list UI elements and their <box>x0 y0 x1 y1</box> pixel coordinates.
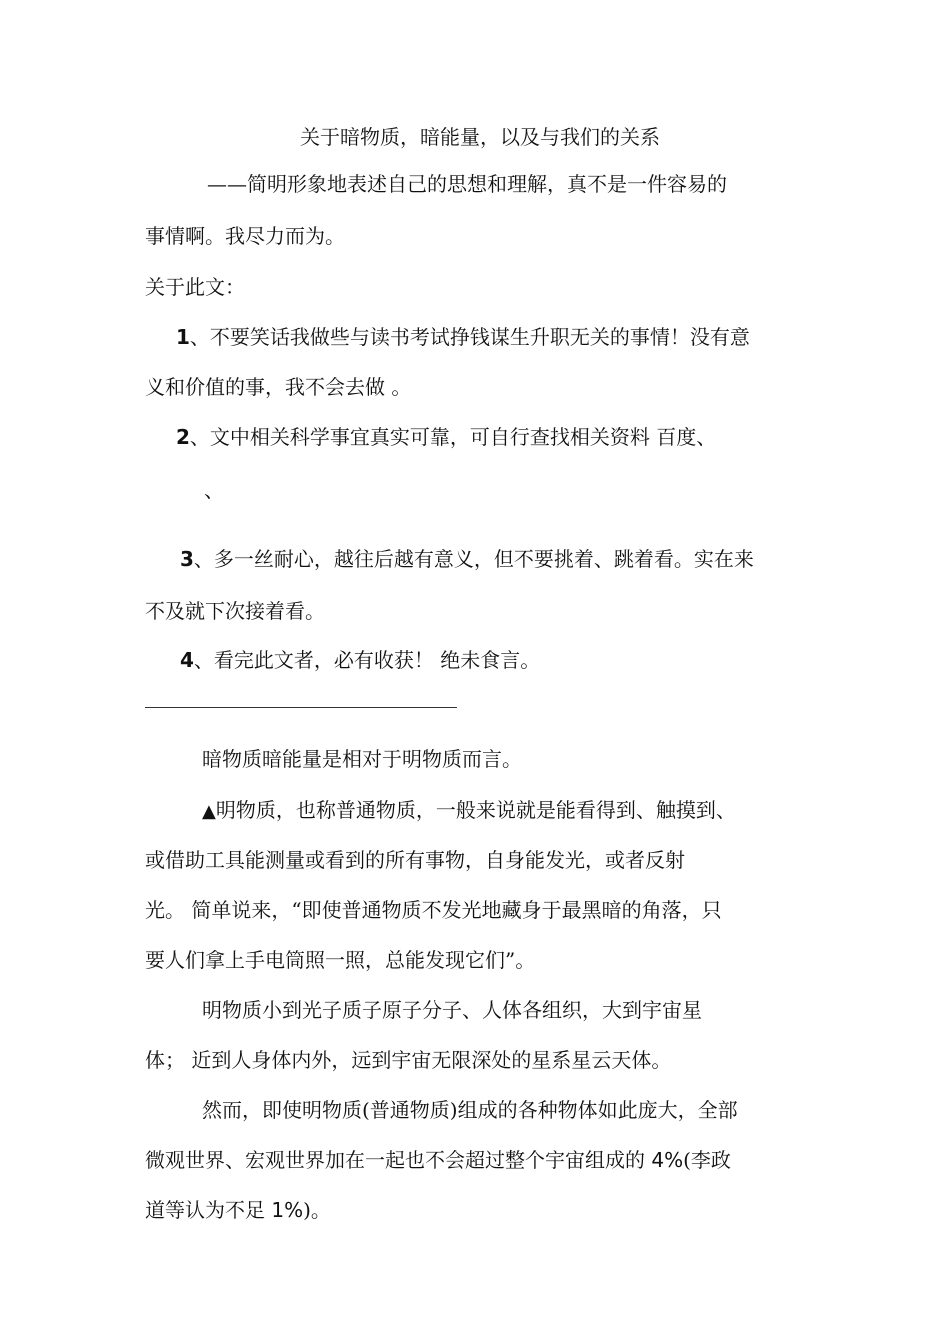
paragraph-4-text: 微观世界、宏观世界加在一起也不会超过整个宇宙组成的 <box>145 1148 652 1172</box>
paragraph-2-line-1 <box>202 796 736 826</box>
paragraph-3-line-2: 体； 近到人身体内外，远到宇宙无限深处的星系星云天体。 <box>145 1048 672 1072</box>
paragraph-4-text: (李政 <box>683 1148 731 1172</box>
paragraph-4-line-3 <box>145 1196 331 1224</box>
note-text: 、文中相关科学事宜真实可靠，可自行查找相关资料 百度、 <box>189 425 717 449</box>
note-2-continuation: 、 <box>204 478 224 502</box>
note-number: 2 <box>176 425 190 449</box>
percentage-value: 4% <box>651 1148 684 1172</box>
note-number: 3 <box>180 547 194 571</box>
percentage-value: 1% <box>271 1198 304 1222</box>
paragraph-4-text: 道等认为不足 <box>145 1198 272 1222</box>
paragraph-4-text: )。 <box>303 1198 331 1222</box>
note-text: 、看完此文者，必有收获！ 绝未食言。 <box>193 648 541 672</box>
subtitle-line-2: 事情啊。我尽力而为。 <box>145 224 345 248</box>
paragraph-2-line-4: 要人们拿上手电筒照一照，总能发现它们”。 <box>145 948 536 972</box>
note-number: 1 <box>176 325 190 349</box>
paragraph-2-text: 明物质，也称普通物质，一般来说就是能看得到、触摸到、 <box>215 798 736 822</box>
subtitle-line-1: ——简明形象地表述自己的思想和理解，真不是一件容易的 <box>207 172 727 196</box>
note-text: 、多一丝耐心，越往后越有意义，但不要挑着、跳着看。实在来 <box>193 547 754 571</box>
triangle-bullet-icon: ▲ <box>202 801 216 822</box>
note-2 <box>176 423 716 451</box>
note-3 <box>180 545 754 573</box>
note-1-continuation: 义和价值的事，我不会去做 。 <box>145 375 412 399</box>
paragraph-2-line-3: 光。 简单说来，“即使普通物质不发光地藏身于最黑暗的角落，只 <box>145 898 722 922</box>
note-text: 、不要笑话我做些与读书考试挣钱谋生升职无关的事情！没有意 <box>189 325 750 349</box>
about-heading: 关于此文： <box>145 275 245 299</box>
note-number: 4 <box>180 648 194 672</box>
paragraph-1: 暗物质暗能量是相对于明物质而言。 <box>202 747 522 771</box>
paragraph-4-line-2 <box>145 1146 731 1174</box>
note-4 <box>180 646 540 674</box>
note-1 <box>176 323 750 351</box>
note-3-continuation: 不及就下次接着看。 <box>145 599 325 623</box>
paragraph-4-line-1: 然而，即使明物质(普通物质)组成的各种物体如此庞大，全部 <box>202 1098 738 1122</box>
document-title: 关于暗物质，暗能量，以及与我们的关系 <box>300 125 660 149</box>
paragraph-2-line-2: 或借助工具能测量或看到的所有事物，自身能发光，或者反射 <box>145 848 685 872</box>
paragraph-3-line-1: 明物质小到光子质子原子分子、人体各组织，大到宇宙星 <box>202 998 702 1022</box>
section-divider <box>145 707 457 708</box>
